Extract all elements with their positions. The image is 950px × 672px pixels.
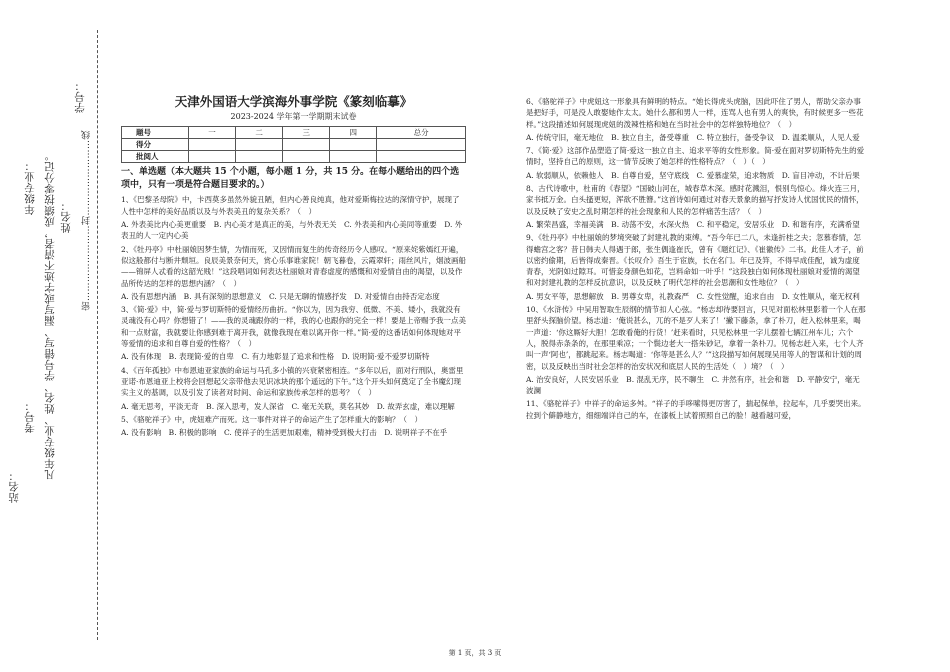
grader-cell[interactable] [283,151,330,163]
notice-text: 凡年级专业、姓名、学号错写、漏写或字迹不清者，成绩按零分记。 [44,150,56,480]
score-header-cell: 题号 [122,126,189,138]
score-cell[interactable] [236,138,283,150]
question-stem: 4、《百年孤独》中布恩迪亚家族的命运与马孔多小镇的兴衰紧密相连。“多年以后，面对行刑队，奥雷里亚诺·布恩迪亚上校将会回想起父亲带他去见识冰块的那个遥远的下午。”这个开头如何奠定了全书魔幻现实主义的基调，以及引发了读者对时间、命运和家族传承怎样的思考？（ ） [121,365,464,398]
question-options: A. 男女平等，思想解放 B. 男尊女卑，礼教森严 C. 女性觉醒，追求自由 D. 女性顺从，毫无权利 [526,291,860,301]
exam-subtitle: 2023-2024 学年第一学期期末试卷 [230,112,357,122]
question-item [121,244,466,302]
question-stem: 2、《牡丹亭》中杜丽娘因梦生情，为情而死，又因情而复生的传奇经历令人感叹。“原来姹紫嫣红开遍，似这般都付与断井颓垣。良辰美景奈何天，赏心乐事谁家院！朝飞暮卷，云霞翠轩；雨丝风片，烟波画船——锦屏人忒看的这韶光贱！”这段唱词如何表达杜丽娘对青春虚度的感慨和对爱情自由的渴望，以及作品所传达的怎样的思想内涵？（ ） [121,244,466,288]
score-cell[interactable] [330,138,377,150]
right-column [526,96,866,423]
grader-cell[interactable] [330,151,377,163]
question-options: A. 治安良好，人民安居乐业 B. 混乱无序，民不聊生 C. 井然有序，社会和谐 D. 平静安宁，毫无波澜 [526,374,860,396]
exam-no-label: 考号： [24,400,36,433]
question-item [526,398,866,421]
question-stem: 8、古代诗歌中，杜甫的《春望》“国破山河在，城春草木深。感时花溅泪，恨别鸟惊心。烽火连三月，家书抵万金。白头搔更短，浑欲不胜簪。”这首诗如何通过对春天景象的描写抒发诗人忧国忧民的情怀，以及反映了安史之乱时期怎样的社会现象和人民的怎样痛苦生活？（ ） [526,184,865,216]
score-row-label: 得分 [122,138,189,150]
score-header-cell: 二 [236,126,283,138]
grader-cell[interactable] [189,151,236,163]
question-stem: 9、《牡丹亭》中杜丽娘的梦境突破了封建礼教的束缚。“吾今年已二八，未逢折桂之夫；忽慕春情，怎得蟾宫之客？昔日韩夫人得遇于郎，张生偶逢崔氏，曾有《题红记》、《崔徽传》二书。此佳人才子，前以密约偷期，后皆得成秦晋。《长叹介》吾生于宦族，长在名门。年已及笄，不得早成佳配，诚为虚度青春，光阴如过隙耳。可惜妾身颜色如花，岂料命如一叶乎！”这段独白如何体现杜丽娘对爱情的渴望和对封建礼教的怎样反抗意识，以及反映了明代怎样的社会思潮和女性地位？（ ） [526,233,864,288]
question-item [121,194,466,241]
grader-cell[interactable] [236,151,283,163]
question-stem: 5、《骆驼祥子》中，虎妞难产而死。这一事件对祥子的命运产生了怎样重大的影响？（ ） [121,414,423,424]
score-table [121,126,466,164]
question-options: A. 繁荣昌盛，幸福美满 B. 动荡不安，水深火热 C. 和平稳定，安居乐业 D. 和谐有序，充满希望 [526,219,860,229]
grader-cell[interactable] [377,151,466,163]
question-item [121,304,466,362]
score-header-cell: 四 [330,126,377,138]
question-options: A. 没有思想内涵 B. 具有深刻的思想意义 C. 只是无聊的情感抒发 D. 对爱情自由持否定态度 [121,291,440,301]
question-options: A. 软弱顺从，依赖他人 B. 自尊自爱，坚守底线 C. 爱慕虚荣，追求物质 D. 盲目冲动，不计后果 [526,170,860,180]
question-stem: 10、《水浒传》中吴用智取生辰纲的情节扣人心弦。“杨志却待要回言，只见对面松林里影着一个人在那里舒头探脑价望。杨志道：‘俺说甚么，兀的不是歹人来了！’撇下藤条，拿了朴刀，赶入松林里来，喝一声道：‘你这厮好大胆！怎敢看俺的行货！’赶来看时，只见松林里一字儿摆着七辆江州车儿；六个人，脱得赤条条的，在那里乘凉；一个鬓边老大一搭朱砂记，拿着一条朴刀。见杨志赶入来，七个人齐叫一声‘阿也’，都跳起来。杨志喝道：‘你等是甚么人？’”这段描写如何展现吴用等人的智谋和计划的周密，以及反映出当时社会怎样的治安状况和底层人民的生活处（ ）境？（ ） [526,305,866,371]
question-item [526,145,866,181]
score-cell[interactable] [189,138,236,150]
question-options: A. 没有体现 B. 表现简·爱的自卑 C. 有力地彰显了追求和性格 D. 说明简·爱不爱罗切斯特 [121,352,430,362]
student-id-label: 学号： [74,80,86,113]
question-item [121,365,466,412]
question-options: A. 外表美比内心美更重要 B. 内心美才是真正的美，与外表无关 C. 外表美和内心美同等重要 D. 外表丑的人一定内心美 [121,220,463,241]
question-options: A. 毫无思考，平淡无奇 B. 深入思考，发人深省 C. 毫无关联，莫名其妙 D. 故弄玄虚，难以理解 [121,401,455,411]
major-label: 年级专业： [24,160,36,215]
grader-row [122,151,466,163]
section-heading: 一、单选题（本大题共 15 个小题，每小题 1 分，共 15 分。在每小题给出的四个选项中，只有一项是符合题目要求的。） [121,167,460,191]
question-item [526,304,866,396]
name-label: 姓名： [60,200,72,233]
score-cell[interactable] [283,138,330,150]
score-row [122,138,466,150]
question-stem: 7、《简·爱》这部作品塑造了简·爱这一独立自主、追求平等的女性形象。简·爱在面对罗切斯特先生的爱情时，坚持自己的原则，这一情节反映了她怎样的性格特点？（ ）（ ） [526,146,865,167]
question-stem: 11、《骆驼祥子》中祥子的命运多舛。“祥子的手哆嗦得更厉害了，揣起保单，拉起车，几乎要哭出来。拉到个僻静地方，细细端详自己的车，在漆板上试着照照自己的脸！越看越可爱， [526,399,866,420]
question-stem: 1、《巴黎圣母院》中，卡西莫多虽然外貌丑陋，但内心善良纯真，他对爱斯梅拉达的深情守护，展现了人性中怎样的美好品质以及与外表美丑的复杂关系？（ ） [121,195,460,216]
left-column [121,96,466,440]
binding-margin [0,0,115,672]
question-item [526,183,866,230]
seal-line-text: 密……………………封……………………线 [82,130,92,311]
grader-row-label: 批阅人 [122,151,189,163]
station-label: 站名： [8,470,20,503]
question-item [526,96,866,143]
score-table-header-row [122,126,466,138]
question-options: A. 没有影响 B. 积极的影响 C. 使祥子的生活更加艰难，精神受到极大打击 D. 说明祥子不在乎 [121,428,448,438]
exam-title: 天津外国语大学滨海外事学院《篆刻临摹》 [174,94,413,109]
score-header-cell: 三 [283,126,330,138]
question-item [526,232,866,302]
score-cell[interactable] [377,138,466,150]
page-number: 第 1 页，共 3 页 [448,649,502,657]
question-item [121,414,466,439]
question-options: A. 传统守旧，毫无地位 B. 独立自主，备受尊重 C. 特立独行，备受争议 D. 温柔顺从，人见人爱 [526,132,860,142]
score-header-cell: 一 [189,126,236,138]
cut-line [97,30,98,640]
score-header-cell: 总分 [377,126,466,138]
question-stem: 3、《简·爱》中，简·爱与罗切斯特的爱情经历曲折。“你以为，因为我穷、低微、不美、矮小，我就没有灵魂没有心吗？你想错了！——我的灵魂跟你的一样，我的心也跟你的完全一样！要是上帝赐予我一点美和一点财富，我就要让你感到难于离开我，就像我现在难以离开你一样。”简·爱的这番话如何体现她对平等爱情的追求和自尊自爱的性格？（ ） [121,305,466,349]
question-stem: 6、《骆驼祥子》中虎妞这一形象具有鲜明的特点。“她长得虎头虎脑，因此吓住了男人，帮助父亲办事是把好手，可是没人敢娶她作太太。她什么都和男人一样，连骂人也有男人的爽快，有时候更多一些花样。”这段描述如何展现虎妞的泼辣性格和她在当时社会中的怎样独特地位？（ ） [526,97,864,129]
